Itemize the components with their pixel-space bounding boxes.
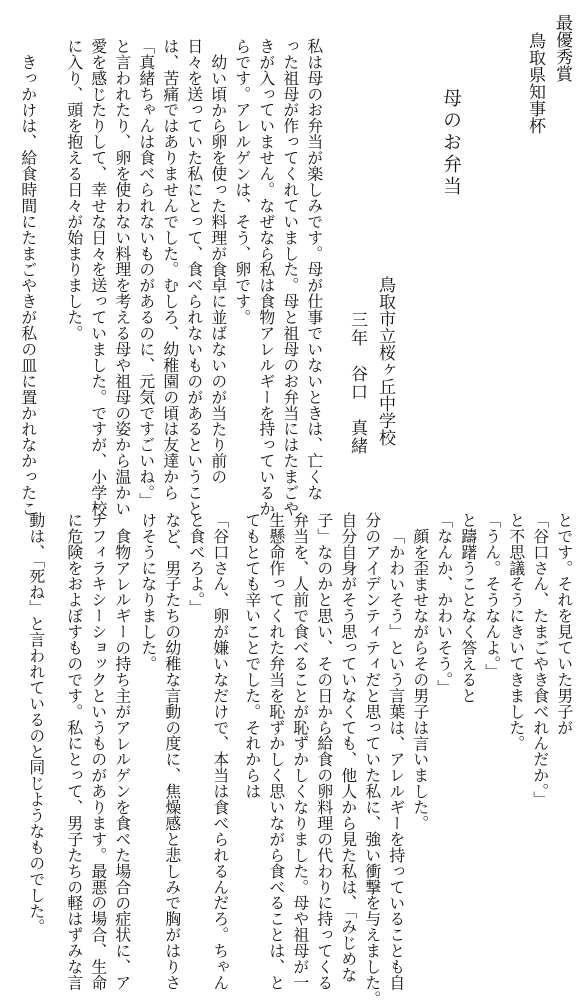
award-rank: 最優秀賞 bbox=[552, 14, 572, 82]
body-column: と不思議そうにきいてきました。 bbox=[506, 512, 526, 752]
body-column: った祖母が作ってくれていました。母と祖母のお弁当にはたまごや bbox=[280, 38, 300, 517]
body-column: 自分自身がそう思っていなくても、他人から見た私は、「みじめな bbox=[338, 512, 358, 983]
body-column: きっかけは、給食時間にたまごやきが私の皿に置かれなかったこ bbox=[18, 54, 38, 517]
author-grade-name: 三年 谷口 真緒 bbox=[347, 311, 367, 455]
body-column: 「谷口さん、たまごやき食べれんだか。」 bbox=[530, 512, 550, 808]
body-column: と食べろよ。」 bbox=[186, 512, 206, 616]
body-column: 「谷口さん、卵が嫌いなだけで、本当は食べられるんだろ。ちゃん bbox=[210, 512, 230, 991]
body-column: に危険をおよぼすものです。私にとって、男子たちの軽はずみな言 bbox=[64, 512, 84, 991]
body-column: とです。それを見ていた男子が bbox=[554, 512, 574, 736]
award-cup: 鳥取県知事杯 bbox=[525, 32, 545, 134]
body-column: 「かわいそう」という言葉は、アレルギーを持っていることも自 bbox=[386, 528, 406, 991]
body-column: 幼い頃から卵を使った料理が食卓に並ばないのが当たり前の bbox=[208, 54, 228, 485]
body-column: 「真緒ちゃんは食べられないものがあるのに、元気ですごいね。」 bbox=[136, 38, 156, 509]
body-column: らです。アレルゲンは、そう、卵です。 bbox=[232, 38, 252, 326]
body-column: 分のアイデンティティだと思っていた私に、強い衝撃を与えました。 bbox=[362, 512, 382, 1006]
body-column: 動は、「死ね」と言われているのと同じようなものでした。 bbox=[26, 512, 46, 935]
body-column: に入り、頭を抱える日々が始まりました。 bbox=[64, 38, 84, 342]
body-column: 「うん。そうなんよ。」 bbox=[482, 512, 502, 680]
body-column: 愛を感じたりして、幸せな日々を送っていました。ですが、小学校 bbox=[88, 38, 108, 517]
essay-title: 母のお弁当 bbox=[440, 88, 462, 198]
body-column: 「なんか、かわいそう。」 bbox=[434, 512, 454, 696]
body-column: ナフィラキシーショックというものがあります。最悪の場合、生命 bbox=[88, 512, 108, 991]
body-column: てもとても辛いことでした。それからは bbox=[242, 512, 262, 800]
body-column: と躊躇うことなく答えると bbox=[458, 512, 478, 704]
body-column: きが入っていません。なぜなら私は食物アレルギーを持っているか bbox=[256, 38, 276, 517]
body-column: 弁当を、人前で食べることが恥ずかしくなりました。母や祖母が一 bbox=[290, 512, 310, 991]
body-column: と言われたり、卵を使わない料理を考える母や祖母の姿から温かい bbox=[112, 38, 132, 517]
body-column: 子」なのかと思い、その日から給食の卵料理の代わりに持ってくる bbox=[314, 512, 334, 991]
body-column: けそうになりました。 bbox=[138, 512, 158, 672]
body-column: 食物アレルギーの持ち主がアレルゲンを食べた場合の症状に、ア bbox=[112, 528, 132, 991]
body-column: 顔を歪ませながらその男子は言いました。 bbox=[410, 528, 430, 832]
body-column: は、苦痛ではありませんでした。むしろ、幼稚園の頃は友達から bbox=[160, 38, 180, 501]
body-column: など、男子たちの幼稚な言動の度に、焦燥感と悲しみで胸がはりさ bbox=[162, 512, 182, 991]
author-school: 鳥取市立桜ヶ丘中学校 bbox=[375, 276, 395, 446]
body-column: 生懸命作ってくれた弁当を恥ずかしく思いながら食べることは、と bbox=[266, 512, 286, 991]
body-column: 日々を送っていた私にとって、食べられないものがあるということ bbox=[184, 38, 204, 517]
body-column: 私は母のお弁当が楽しみです。母が仕事でいないときは、亡くな bbox=[304, 38, 324, 501]
